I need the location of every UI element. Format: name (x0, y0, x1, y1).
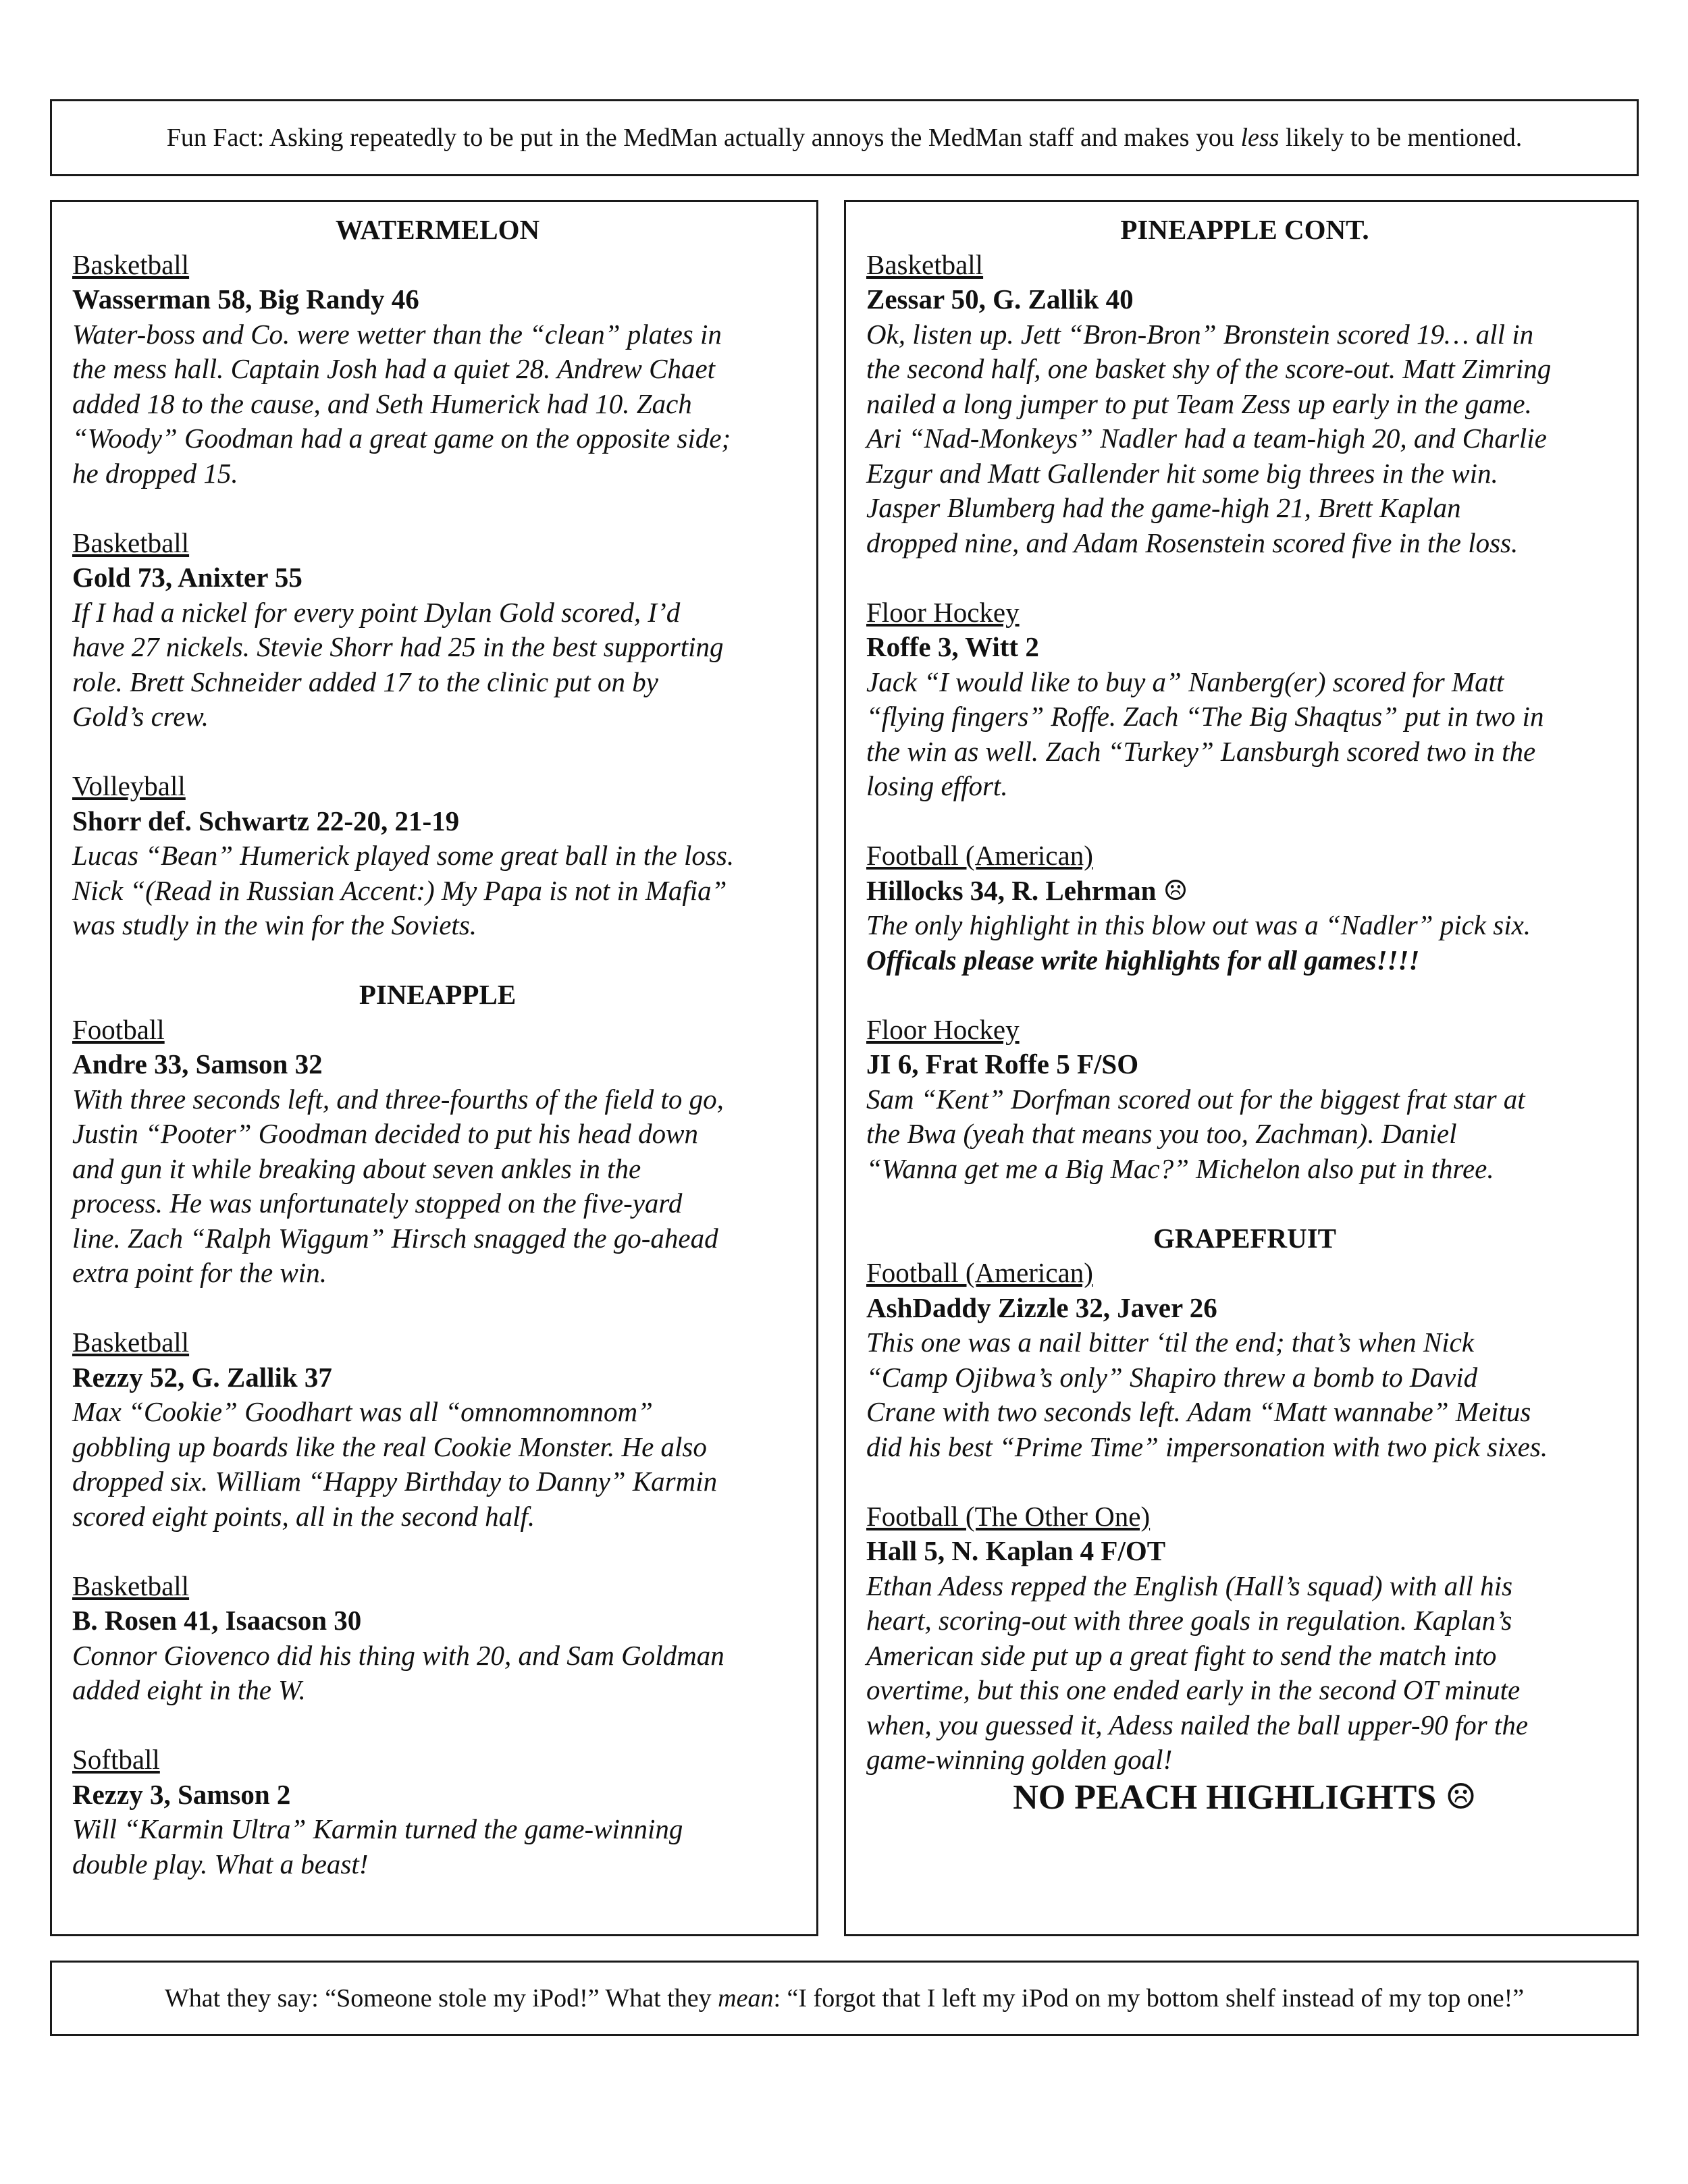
section-heading-pineapple: PINEAPPLE (359, 979, 517, 1010)
fun-fact-before: Fun Fact: Asking repeatedly to be put in the MedMan actually annoys the MedMan staff and makes you (166, 124, 1241, 152)
game-entry (866, 1499, 1623, 1778)
game-entry (866, 838, 1623, 978)
story-line: “Woody” Goodman had a great game on the opposite side; (72, 423, 731, 454)
story-line: If I had a nickel for every point Dylan Gold scored, I’d (72, 596, 681, 628)
sport-label: Basketball (72, 1570, 190, 1601)
story-line: Max “Cookie” Goodhart was all “omnomnomnom” (72, 1396, 653, 1427)
story-line: Lucas “Bean” Humerick played some great ball in the loss. (72, 840, 735, 871)
sport-label: Football (72, 1013, 165, 1045)
story-line: dropped nine, and Adam Rosenstein scored five in the loss. (866, 527, 1519, 558)
sport-label: Basketball (72, 527, 190, 558)
story-line: the Bwa (yeah that means you too, Zachman). Daniel (866, 1118, 1457, 1149)
story-line: heart, scoring-out with three goals in regulation. Kaplan’s (866, 1605, 1512, 1636)
story-line: scored eight points, all in the second half. (72, 1500, 535, 1532)
game-entry (72, 1325, 803, 1534)
sport-label: Football (The Other One) (866, 1500, 1151, 1532)
game-story (866, 317, 1623, 561)
game-story (72, 1395, 803, 1534)
story-line: Connor Giovenco did his thing with 20, and Sam Goldman (72, 1639, 724, 1671)
no-peach-highlights: NO PEACH HIGHLIGHTS ☹ (1013, 1778, 1477, 1817)
story-line: nailed a long jumper to put Team Zess up early in the game. (866, 388, 1532, 419)
game-story (866, 1325, 1623, 1464)
story-line: when, you guessed it, Adess nailed the ball upper-90 for the (866, 1709, 1529, 1740)
sport-label: Football (American) (866, 840, 1093, 871)
section-heading-pineapple-cont: PINEAPPLE CONT. (1120, 214, 1369, 245)
section-heading-watermelon: WATERMELON (335, 214, 540, 245)
story-line: he dropped 15. (72, 457, 238, 489)
story-line: This one was a nail bitter ‘til the end; that’s when Nick (866, 1327, 1475, 1358)
sport-label: Floor Hockey (866, 596, 1020, 628)
game-story (72, 1082, 803, 1291)
game-story (866, 908, 1623, 978)
story-line-bold (866, 943, 1623, 978)
story-line: overtime, but this one ended early in the second OT minute (866, 1674, 1521, 1705)
game-entry (72, 1569, 803, 1708)
sport-label: Volleyball (72, 770, 186, 801)
what-they-say-emphasis: mean (718, 1984, 774, 2013)
story-line: Ethan Adess repped the English (Hall’s squad) with all his (866, 1570, 1513, 1601)
sport-label: Basketball (72, 1327, 190, 1358)
game-score: B. Rosen 41, Isaacson 30 (72, 1605, 362, 1636)
story-line: did his best “Prime Time” impersonation with two pick sixes. (866, 1431, 1548, 1462)
story-line: line. Zach “Ralph Wiggum” Hirsch snagged the go-ahead (72, 1222, 718, 1254)
game-score: Roffe 3, Witt 2 (866, 631, 1039, 662)
game-entry (72, 526, 803, 735)
story-line: Ari “Nad-Monkeys” Nadler had a team-high 20, and Charlie (866, 423, 1547, 454)
what-they-say-box (50, 1961, 1639, 2036)
left-column (50, 200, 818, 1936)
story-line: “Camp Ojibwa’s only” Shapiro threw a bomb to David (866, 1361, 1478, 1393)
story-line: Ok, listen up. Jett “Bron-Bron” Bronstein scored 19… all in (866, 318, 1534, 350)
fun-fact-box (50, 99, 1639, 176)
game-story (72, 838, 803, 943)
sport-label: Basketball (866, 248, 984, 280)
story-line: Nick “(Read in Russian Accent:) My Papa is not in Mafia” (72, 874, 727, 906)
story-line: Crane with two seconds left. Adam “Matt wannabe” Meitus (866, 1396, 1531, 1427)
fun-fact-emphasis: less (1240, 124, 1280, 152)
section-heading-grapefruit: GRAPEFRUIT (1153, 1222, 1337, 1254)
game-entry (72, 769, 803, 943)
game-story (866, 1569, 1623, 1778)
game-story (72, 1639, 803, 1708)
story-line: added 18 to the cause, and Seth Humerick had 10. Zach (72, 388, 692, 419)
story-line: game-winning golden goal! (866, 1744, 1173, 1775)
game-score: Hillocks 34, R. Lehrman ☹ (866, 874, 1188, 906)
what-they-say-text (52, 1982, 1637, 2015)
story-line: added eight in the W. (72, 1674, 306, 1705)
sport-label: Football (American) (866, 1257, 1093, 1288)
game-entry (866, 1013, 1623, 1187)
story-line: extra point for the win. (72, 1257, 327, 1288)
story-line: Gold’s crew. (72, 701, 209, 732)
story-line: Ezgur and Matt Gallender hit some big threes in the win. (866, 457, 1498, 489)
story-line: American side put up a great fight to send the match into (866, 1639, 1497, 1671)
game-entry (72, 248, 803, 491)
game-story (72, 595, 803, 735)
game-score: Andre 33, Samson 32 (72, 1048, 323, 1080)
what-they-say-after: : “I forgot that I left my iPod on my bottom shelf instead of my top one!” (773, 1984, 1525, 2013)
story-line: Water-boss and Co. were wetter than the “clean” plates in (72, 318, 722, 350)
story-line: process. He was unfortunately stopped on the five-yard (72, 1188, 683, 1219)
story-line: the win as well. Zach “Turkey” Lansburgh scored two in the (866, 735, 1536, 767)
game-score: Zessar 50, G. Zallik 40 (866, 284, 1134, 315)
story-line: Jack “I would like to buy a” Nanberg(er) scored for Matt (866, 666, 1504, 697)
game-story (72, 317, 803, 491)
game-score: Hall 5, N. Kaplan 4 F/OT (866, 1535, 1166, 1566)
story-line: losing effort. (866, 770, 1008, 801)
sport-label: Basketball (72, 248, 190, 280)
game-story (866, 1082, 1623, 1187)
sport-label: Floor Hockey (866, 1013, 1020, 1045)
story-line: The only highlight in this blow out was a “Nadler” pick six. (866, 909, 1531, 940)
story-line: With three seconds left, and three-fourths of the field to go, (72, 1083, 724, 1115)
story-line: double play. What a beast! (72, 1848, 369, 1880)
game-score: Shorr def. Schwartz 22-20, 21-19 (72, 805, 460, 836)
story-line: dropped six. William “Happy Birthday to Danny” Karmin (72, 1466, 718, 1497)
story-line: Sam “Kent” Dorfman scored out for the biggest frat star at (866, 1083, 1525, 1115)
story-line: was studly in the win for the Soviets. (72, 909, 477, 940)
game-entry (866, 248, 1623, 561)
officials-request: Officals please write highlights for all games!!!! (866, 944, 1420, 976)
story-line: “Wanna get me a Big Mac?” Michelon also put in three. (866, 1152, 1494, 1184)
game-entry (72, 1013, 803, 1291)
game-score: Rezzy 52, G. Zallik 37 (72, 1361, 332, 1393)
game-score: Rezzy 3, Samson 2 (72, 1778, 291, 1810)
game-score: Gold 73, Anixter 55 (72, 562, 302, 593)
story-line: Will “Karmin Ultra” Karmin turned the game-winning (72, 1813, 683, 1844)
story-line: and gun it while breaking about seven ankles in the (72, 1152, 641, 1184)
sport-label: Softball (72, 1744, 160, 1775)
what-they-say-before: What they say: “Someone stole my iPod!” What they (164, 1984, 718, 2013)
right-column (844, 200, 1639, 1936)
story-line: “flying fingers” Roffe. Zach “The Big Shaqtus” put in two in (866, 701, 1544, 732)
game-score: AshDaddy Zizzle 32, Javer 26 (866, 1291, 1217, 1323)
story-line: have 27 nickels. Stevie Shorr had 25 in the best supporting (72, 631, 724, 662)
game-entry (866, 595, 1623, 804)
story-line: the second half, one basket shy of the score-out. Matt Zimring (866, 353, 1552, 384)
story-line: Justin “Pooter” Goodman decided to put his head down (72, 1118, 699, 1149)
story-line: role. Brett Schneider added 17 to the clinic put on by (72, 666, 659, 697)
fun-fact-text (52, 122, 1637, 154)
story-line: Jasper Blumberg had the game-high 21, Brett Kaplan (866, 492, 1461, 523)
game-story (72, 1812, 803, 1882)
game-entry (866, 1256, 1623, 1464)
story-line: gobbling up boards like the real Cookie Monster. He also (72, 1431, 707, 1462)
game-entry (72, 1742, 803, 1882)
game-story (866, 665, 1623, 804)
story-line: the mess hall. Captain Josh had a quiet 28. Andrew Chaet (72, 353, 716, 384)
game-score: JI 6, Frat Roffe 5 F/SO (866, 1048, 1139, 1080)
fun-fact-after: likely to be mentioned. (1279, 124, 1523, 152)
game-score: Wasserman 58, Big Randy 46 (72, 284, 419, 315)
